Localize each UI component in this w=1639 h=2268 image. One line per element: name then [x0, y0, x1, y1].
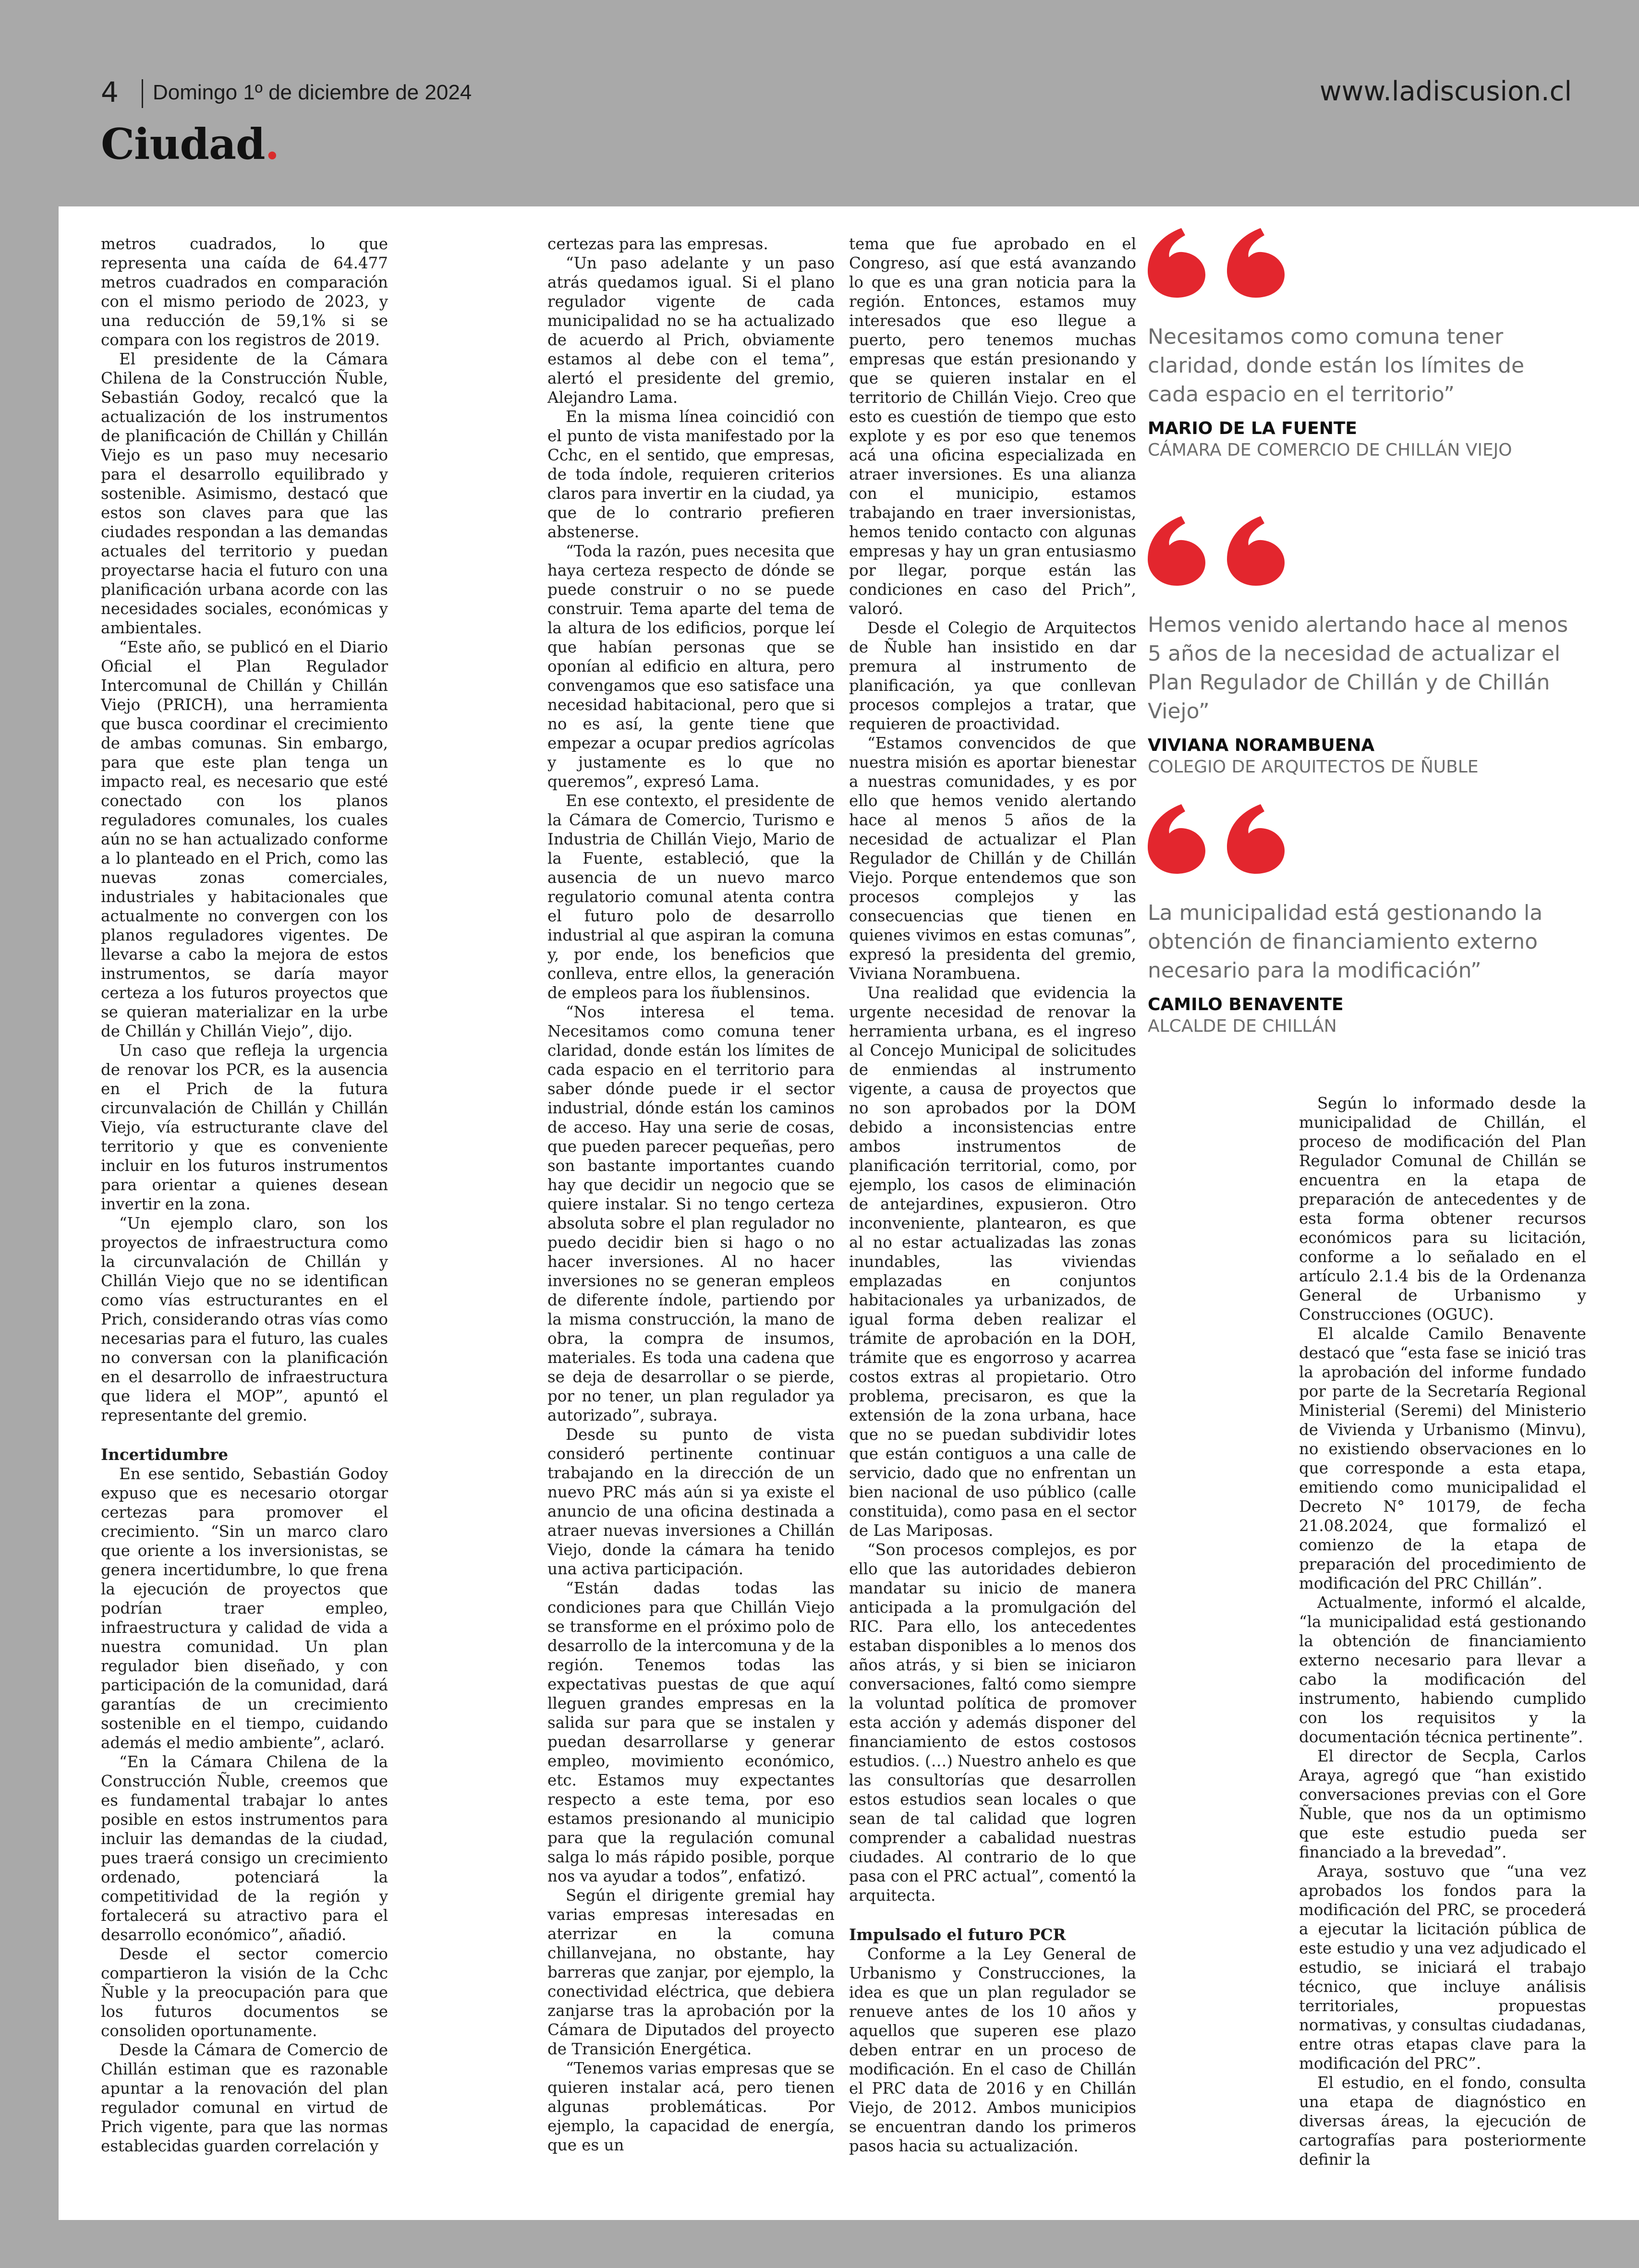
- subheading-impulsado: Impulsado el futuro PCR: [849, 1925, 1066, 1944]
- pull-quotes: [1148, 226, 1580, 1090]
- article-column-1: [101, 234, 388, 2156]
- paragraph: tema que fue aprobado en el Congreso, así que está avanzando lo que es una gran noticia para la región. Entonces, estamos muy interesados que eso llegue a puerto, pero tenemos muchas empresas que están presionando y que se quieren instalar en el territorio de Chillán Viejo. Creo que esto es cuestión de tiempo que esto explote y es por eso que tenemos acá una oficina especializada en atraer inversiones. Es una alianza con el municipio, estamos trabajando en traer inversionistas, hemos tenido contacto con algunas empresas y hay un gran entusiasmo por llegar, porque están las condiciones en caso del Prich”, valoró.: [849, 235, 1136, 618]
- header-divider: [142, 79, 143, 108]
- pull-quote: [1148, 802, 1580, 1090]
- quote-author: CAMILO BENAVENTE: [1148, 995, 1344, 1014]
- quote-mark-icon: [1148, 226, 1292, 298]
- paragraph: “En la Cámara Chilena de la Construcción Ñuble, creemos que es fundamental trabajar lo antes posible en estos instrumentos para incluir las demandas de la ciudad, pues traerá consigo un crecimiento ordenado, potenciará la competitividad de la región y fortalecerá su atractivo para el desarrollo económico”, añadió.: [101, 1753, 388, 1944]
- paragraph: “Están dadas todas las condiciones para que Chillán Viejo se transforme en el próximo polo de desarrollo de la intercomuna y de la región. Tenemos todas las expectativas puestas de que aquí lleguen grandes empresas en la salida sur para que se instalen y puedan desarrollarse y generar empleo, movimiento económico, etc. Estamos muy expectantes respecto a este tema, por eso estamos presionando al municipio para que la regulación comunal salga lo más rápido posible, porque nos va ayudar a todos”, enfatizó.: [547, 1579, 835, 1885]
- paragraph: “Estamos convencidos de que nuestra misión es aportar bienestar a nuestras comunidades, y es por ello que hemos venido alertando hace al menos 5 años de la necesidad de actualizar el Plan Regulador de Chillán y de Chillán Viejo. Porque entendemos que son procesos complejos y las consecuencias que tienen en quienes vivimos en estas comunas”, expresó la presidenta del gremio, Viviana Norambuena.: [849, 734, 1136, 983]
- paragraph: Desde su punto de vista consideró pertinente continuar trabajando en la dirección de un nuevo PRC más aún si ya existe el anuncio de una oficina destinada a atraer nuevas inversiones a Chillán Viejo, donde la cámara ha tenido una activa participación.: [547, 1425, 835, 1578]
- paragraph: “Este año, se publicó en el Diario Oficial el Plan Regulador Intercomunal de Chillán y Chillán Viejo (PRICH), una herramienta que busca coordinar el crecimiento de ambas comunas. Sin embargo, para que este plan tenga un impacto real, es necesario que esté conectado con los planos reguladores comunales, los cuales aún no se han actualizado conforme a lo planteado en el Prich, como las nuevas zonas comerciales, industriales y habitacionales que actualmente no convergen con los planos reguladores vigentes. De llevarse a cabo la mejora de estos instrumentos, se daría mayor certeza a los futuros proyectos que se quieran materializar en la urbe de Chillán y Chillán Viejo”, dijo.: [101, 638, 388, 1040]
- pull-quote: [1148, 514, 1580, 802]
- paragraph: En ese sentido, Sebastián Godoy expuso que es necesario otorgar certezas para promover el crecimiento. “Sin un marco claro que oriente a los inversionistas, se genera incertidumbre, lo que frena la ejecución de proyectos que podrían traer empleo, infraestructura y calidad de vida a nuestra comunidad. Un plan regulador bien diseñado, y con participación de la comunidad, dará garantías de un crecimiento sostenible en el tiempo, cuidando además el medio ambiente”, aclaró.: [101, 1465, 388, 1752]
- paragraph: Una realidad que evidencia la urgente necesidad de renovar la herramienta urbana, es el ingreso al Concejo Municipal de solicitudes de enmiendas al instrumento vigente, a causa de proyectos que no son aprobados por la DOM debido a inconsistencias entre ambos instrumentos de planificación territorial, como, por ejemplo, los casos de eliminación de antejardines, expusieron. Otro inconveniente, plantearon, es que al no estar actualizadas las zonas inundables, las viviendas emplazadas en conjuntos habitacionales ya urbanizados, de igual forma deben realizar el trámite de aprobación en la DOH, trámite que es engorroso y acarrea costos extras al propietario. Otro problema, precisaron, es que la extensión de la zona urbana, hace que no se puedan subdividir lotes que están contiguos a una calle de servicio, dado que no enfrentan un bien nacional de uso público (calle constituida), como pasa en el sector de Las Mariposas.: [849, 984, 1136, 1540]
- quote-author: VIVIANA NORAMBUENA: [1148, 736, 1375, 755]
- paragraph: El presidente de la Cámara Chilena de la Construcción Ñuble, Sebastián Godoy, recalcó que la actualización de los instrumentos de planificación de Chillán y Chillán Viejo es un paso muy necesario para el desarrollo equilibrado y sostenible. Asimismo, destacó que estos son claves para que las ciudades respondan a las demandas actuales del territorio y puedan proyectarse hacia el futuro con una planificación urbana acorde con las necesidades sociales, económicas y ambientales.: [101, 350, 388, 637]
- page-header: [0, 0, 1639, 206]
- quote-author-role: ALCALDE DE CHILLÁN: [1148, 1016, 1337, 1036]
- paragraph: El estudio, en el fondo, consulta una etapa de diagnóstico en diversas áreas, la ejecución de cartografías para posteriormente definir la: [1299, 2074, 1586, 2169]
- article-column-3: [849, 234, 1136, 2156]
- quote-mark-icon: [1148, 802, 1292, 874]
- section-dot: .: [265, 119, 279, 169]
- paragraph: “Toda la razón, pues necesita que haya certeza respecto de dónde se puede construir o no se puede construir. Tema aparte del tema de la altura de los edificios, porque leí que habían personas que se oponían al edificio en altura, pero convengamos que eso satisface una necesidad habitacional, pero que si no es así, la gente tiene que empezar a ocupar predios agrícolas y justamente es lo que no queremos”, expresó Lama.: [547, 542, 835, 791]
- paragraph: El alcalde Camilo Benavente destacó que “esta fase se inició tras la aprobación del informe fundado por parte de la Secretaría Regional Ministerial (Seremi) del Ministerio de Vivienda y Urbanismo (Minvu), no existiendo observaciones en lo que corresponde a esta etapa, emitiendo como municipalidad el Decreto N° 10179, de fecha 21.08.2024, que formalizó el comienzo de la etapa de preparación del procedimiento de modificación del PRC Chillán”.: [1299, 1325, 1586, 1592]
- paragraph: Desde el Colegio de Arquitectos de Ñuble han insistido en dar premura al instrumento de planificación, ya que conllevan procesos complejos a tratar, que requieren de proactividad.: [849, 619, 1136, 733]
- quote-text: La municipalidad está gestionando la obtención de financiamiento externo necesario para la modificación”: [1148, 901, 1543, 983]
- paragraph: Araya, sostuvo que “una vez aprobados los fondos para la modificación del PRC, se procederá a ejecutar la licitación pública de este estudio y una vez adjudicado el estudio, se iniciará el trabajo técnico, que incluye análisis territoriales, propuestas normativas, y consultas ciudadanas, entre otras etapas clave para la modificación del PRC”.: [1299, 1862, 1586, 2073]
- paragraph: Desde el sector comercio compartieron la visión de la Cchc Ñuble y la preocupación para que los futuros documentos se consoliden oportunamente.: [101, 1945, 388, 2040]
- issue-date: Domingo 1º de diciembre de 2024: [153, 81, 472, 104]
- quote-mark-icon: [1148, 514, 1292, 586]
- paragraph: Actualmente, informó el alcalde, “la municipalidad está gestionando la obtención de financiamiento externo necesario para llevar a cabo la modificación del instrumento, habiendo cumplido con los requisitos y la documentación técnica pertinente”.: [1299, 1593, 1586, 1746]
- quote-text: Necesitamos como comuna tener claridad, donde están los límites de cada espacio en el territorio”: [1148, 325, 1525, 407]
- paragraph: En la misma línea coincidió con el punto de vista manifestado por la Cchc, en el sentido, que empresas, de toda índole, requieren criterios claros para invertir en la ciudad, ya que de lo contrario prefieren abstenerse.: [547, 408, 835, 541]
- section-name: Ciudad: [101, 119, 265, 169]
- paragraph: Según el dirigente gremial hay varias empresas interesadas en aterrizar en la comuna chillanvejana, no obstante, hay barreras que zanjar, por ejemplo, la conectividad eléctrica, que debiera zanjarse tras la aprobación por la Cámara de Diputados del proyecto de Transición Energética.: [547, 1886, 835, 2058]
- quote-text: Hemos venido alertando hace al menos 5 años de la necesidad de actualizar el Plan Regulador de Chillán y de Chillán Viejo”: [1148, 613, 1568, 724]
- quote-author: MARIO DE LA FUENTE: [1148, 419, 1357, 438]
- subheading-incertidumbre: Incertidumbre: [101, 1445, 229, 1464]
- article-column-2: [547, 234, 835, 2155]
- pull-quote: [1148, 226, 1580, 514]
- page-number: 4: [101, 76, 119, 109]
- paragraph: Desde la Cámara de Comercio de Chillán estiman que es razonable apuntar a la renovación del plan regulador comunal en virtud de Prich vigente, para que las normas establecidas guarden correlación y: [101, 2041, 388, 2155]
- paragraph: certezas para las empresas.: [547, 235, 768, 253]
- website-url[interactable]: www.ladiscusion.cl: [1319, 76, 1572, 107]
- quote-author-role: COLEGIO DE ARQUITECTOS DE ÑUBLE: [1148, 757, 1479, 777]
- paragraph: metros cuadrados, lo que representa una caída de 64.477 metros cuadrados en comparación con el mismo periodo de 2023, y una reducción de 59,1% si se compara con los registros de 2019.: [101, 235, 388, 349]
- section-title: [101, 119, 279, 169]
- paragraph: En ese contexto, el presidente de la Cámara de Comercio, Turismo e Industria de Chillán Viejo, Mario de la Fuente, estableció, que la ausencia de un nuevo marco regulatorio comunal atenta contra el futuro polo de desarrollo industrial al que aspiran la comuna y, por ende, los beneficios que conlleva, entre ellos, la generación de empleos para los ñublensinos.: [547, 792, 835, 1002]
- paragraph: Un caso que refleja la urgencia de renovar los PCR, es la ausencia en el Prich de la futura circunvalación de Chillán y Chillán Viejo, vía estructurante clave del territorio y que es conveniente incluir en los futuros instrumentos para orientar a quienes desean invertir en la zona.: [101, 1041, 388, 1213]
- quote-author-role: CÁMARA DE COMERCIO DE CHILLÁN VIEJO: [1148, 440, 1512, 460]
- paragraph: Conforme a la Ley General de Urbanismo y Construcciones, la idea es que un plan regulador se renueve antes de los 10 años y aquellos que superen ese plazo deben entrar en un proceso de modificación. En el caso de Chillán el PRC data de 2016 y en Chillán Viejo, de 2012. Ambos municipios se encuentran dando los primeros pasos hacia su actualización.: [849, 1945, 1136, 2155]
- paragraph: “Son procesos complejos, es por ello que las autoridades debieron mandatar su inicio de manera anticipada a la promulgación del RIC. Para ello, los antecedentes estaban disponibles a lo menos dos años atrás, y si bien se iniciaron conversaciones, faltó como siempre la voluntad política de promover esta acción y además disponer del financiamiento de estos costosos estudios. (…) Nuestro anhelo es que las consultorías que desarrollen estos estudios sean locales o que sean de tal calidad que logren comprender a cabalidad nuestras ciudades. Al contrario de lo que pasa con el PRC actual”, comentó la arquitecta.: [849, 1541, 1136, 1905]
- article-column-4: [1299, 1094, 1586, 2169]
- paragraph: “Tenemos varias empresas que se quieren instalar acá, pero tienen algunas problemáticas. Por ejemplo, la capacidad de energía, que es un: [547, 2059, 835, 2154]
- paragraph: “Un paso adelante y un paso atrás quedamos igual. Si el plano regulador vigente de cada municipalidad no se ha actualizado de acuerdo al Prich, obviamente estamos al debe con el tema”, alertó el presidente del gremio, Alejandro Lama.: [547, 254, 835, 407]
- paragraph: “Un ejemplo claro, son los proyectos de infraestructura como la circunvalación de Chillán y Chillán Viejo que no se identifican como vías estructurantes en el Prich, considerando otras vías como necesarias para el futuro, las cuales no conversan con la planificación en el desarrollo de infraestructura que lidera el MOP”, apuntó el representante del gremio.: [101, 1214, 388, 1424]
- paragraph: El director de Secpla, Carlos Araya, agregó que “han existido conversaciones previas con el Gore Ñuble, que nos da un optimismo que este estudio pueda ser financiado a la brevedad”.: [1299, 1747, 1586, 1861]
- paragraph: Según lo informado desde la municipalidad de Chillán, el proceso de modificación del Plan Regulador Comunal de Chillán se encuentra en la etapa de preparación de antecedentes y de esta forma obtener recursos económicos para su licitación, conforme a lo señalado en el artículo 2.1.4 bis de la Ordenanza General de Urbanismo y Construcciones (OGUC).: [1299, 1094, 1586, 1324]
- paragraph: “Nos interesa el tema. Necesitamos como comuna tener claridad, donde están los límites de cada espacio en el territorio para saber dónde puede ir el sector industrial, dónde están los caminos de acceso. Hay una serie de cosas, que pueden parecer pequeñas, pero son bastante importantes cuando hay que decidir un negocio que se quiere instalar. Si no tengo certeza absoluta sobre el plan regulador no puedo decidir bien si hago o no hacer inversiones. Al no hacer inversiones no se generan empleos de diferente índole, partiendo por la misma construcción, la mano de obra, la compra de insumos, materiales. Es toda una cadena que se deja de desarrollar o se pierde, por no tener, un plan regulador ya autorizado”, subraya.: [547, 1003, 835, 1424]
